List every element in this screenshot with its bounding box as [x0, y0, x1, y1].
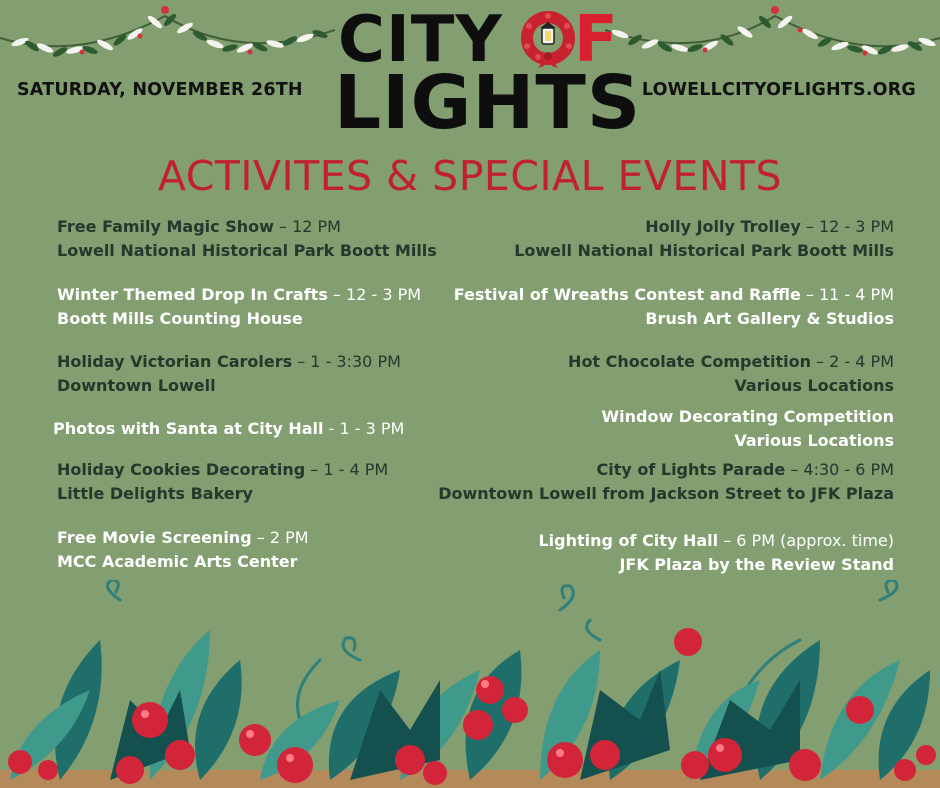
event-time: – 11 - 4 PM	[805, 285, 894, 304]
event-name: Photos with Santa at City Hall	[53, 419, 324, 438]
event-left-1	[57, 215, 437, 263]
event-time: – 2 PM	[256, 528, 309, 547]
event-name: Holly Jolly Trolley	[645, 217, 801, 236]
event-time: – 4:30 - 6 PM	[790, 460, 894, 479]
website-url: LOWELLCITYOFLIGHTS.ORG	[641, 80, 916, 100]
event-time: – 1 - 4 PM	[310, 460, 389, 479]
event-location: Lowell National Historical Park Boott Mills	[57, 241, 437, 260]
event-name: City of Lights Parade	[596, 460, 786, 479]
event-location: Lowell National Historical Park Boott Mills	[514, 241, 894, 260]
event-time: – 1 - 3:30 PM	[297, 352, 401, 371]
event-time: – 2 - 4 PM	[816, 352, 894, 371]
event-location: Little Delights Bakery	[57, 484, 253, 503]
event-time: – 12 PM	[279, 217, 341, 236]
holly-foliage-icon	[0, 580, 940, 788]
event-location: Various Locations	[734, 431, 894, 450]
event-time: - 1 - 3 PM	[328, 419, 405, 438]
garland-right-icon	[605, 0, 940, 70]
event-name: Lighting of City Hall	[538, 531, 719, 550]
event-left-3	[57, 350, 401, 398]
event-location: Boott Mills Counting House	[57, 309, 303, 328]
event-location: JFK Plaza by the Review Stand	[619, 555, 894, 574]
logo-city-text: CITY	[338, 3, 503, 77]
event-time: – 12 - 3 PM	[332, 285, 422, 304]
event-left-6	[57, 526, 309, 574]
event-right-4	[601, 405, 894, 453]
event-name: Free Family Magic Show	[57, 217, 274, 236]
event-name: Holiday Victorian Carolers	[57, 352, 293, 371]
event-name: Festival of Wreaths Contest and Raffle	[453, 285, 801, 304]
event-location: Downtown Lowell	[57, 376, 216, 395]
event-left-5	[57, 458, 388, 506]
event-location: Brush Art Gallery & Studios	[645, 309, 894, 328]
event-name: Free Movie Screening	[57, 528, 252, 547]
event-name: Window Decorating Competition	[601, 407, 894, 426]
event-name: Winter Themed Drop In Crafts	[57, 285, 328, 304]
event-location: MCC Academic Arts Center	[57, 552, 298, 571]
event-time: – 12 - 3 PM	[805, 217, 894, 236]
event-left-4	[53, 417, 404, 441]
garland-left-icon	[0, 0, 335, 70]
event-right-2	[454, 283, 894, 331]
event-right-6	[538, 529, 894, 577]
event-date: SATURDAY, NOVEMBER 26TH	[17, 80, 303, 100]
event-name: Holiday Cookies Decorating	[57, 460, 306, 479]
event-right-1	[514, 215, 894, 263]
event-location: Downtown Lowell from Jackson Street to JFK Plaza	[438, 484, 894, 503]
event-name: Hot Chocolate Competition	[568, 352, 811, 371]
event-right-5	[438, 458, 894, 506]
event-time: – 6 PM (approx. time)	[723, 531, 894, 550]
section-title: ACTIVITES & SPECIAL EVENTS	[157, 152, 783, 200]
logo-f-text: F	[574, 3, 618, 77]
event-left-2	[57, 283, 421, 331]
event-right-3	[568, 350, 894, 398]
event-location: Various Locations	[734, 376, 894, 395]
logo-lights-text: LIGHTS	[334, 60, 642, 146]
